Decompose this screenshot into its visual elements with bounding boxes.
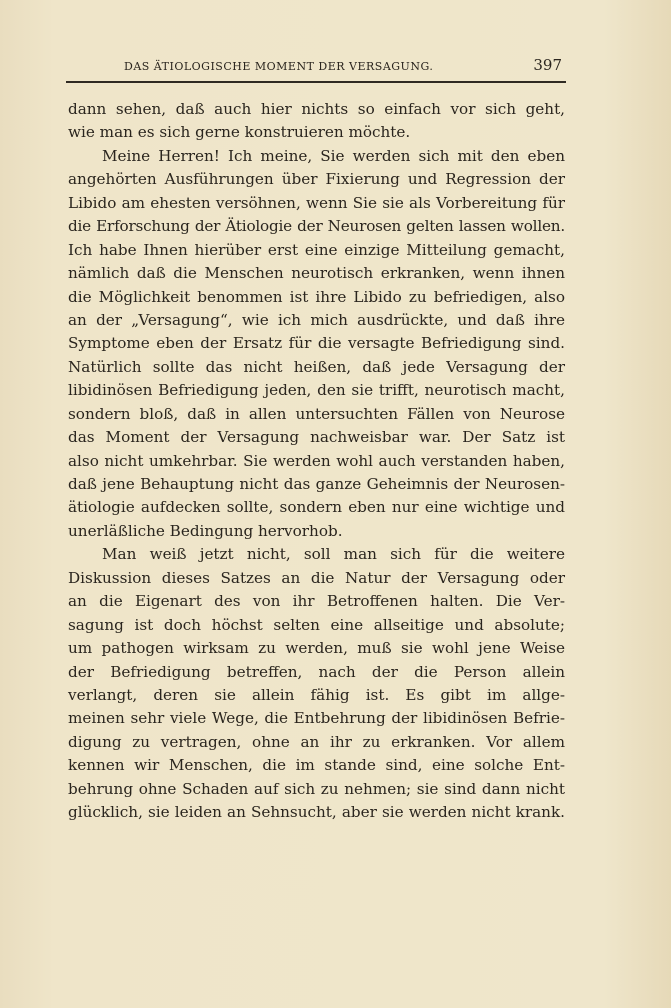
text-line: nämlich daß die Menschen neurotisch erkranken, wenn ihnen — [68, 264, 565, 283]
text-line: Ich habe Ihnen hierüber erst eine einzige Mitteilung gemacht, — [68, 240, 565, 259]
text-line: der Befriedigung betreffen, nach der die Person allein — [68, 662, 565, 681]
text-line: Libido am ehesten versöhnen, wenn Sie sie als Vorbereitung für — [68, 193, 565, 212]
text-line: kennen wir Menschen, die im stande sind, eine solche Ent- — [68, 756, 565, 775]
text-line: behrung ohne Schaden auf sich zu nehmen; sie sind dann nicht — [68, 779, 565, 798]
text-line: an der „Versagung“, wie ich mich ausdrückte, und daß ihre — [68, 310, 565, 329]
text-line: um pathogen wirksam zu werden, muß sie wohl jene Weise — [68, 639, 565, 658]
text-line: Symptome eben der Ersatz für die versagte Befriedigung sind. — [68, 334, 565, 353]
page-number: 397 — [533, 56, 562, 74]
text-line: libidinösen Befriedigung jeden, den sie trifft, neurotisch macht, — [68, 381, 565, 400]
text-line: also nicht umkehrbar. Sie werden wohl auch verstanden haben, — [68, 451, 565, 470]
text-line: sagung ist doch höchst selten eine allseitige und absolute; — [68, 615, 565, 634]
text-line: Natürlich sollte das nicht heißen, daß jede Versagung der — [68, 357, 565, 376]
text-line: die Erforschung der Ätiologie der Neurosen gelten lassen wollen. — [68, 217, 565, 236]
text-line: dann sehen, daß auch hier nichts so einfach vor sich geht, — [68, 100, 565, 118]
page-header — [66, 56, 566, 80]
text-line: ätiologie aufdecken sollte, sondern eben nur eine wichtige und — [68, 498, 565, 517]
body-text — [68, 98, 565, 825]
text-line: unerläßliche Bedingung hervorhob. — [68, 521, 343, 540]
text-line: digung zu vertragen, ohne an ihr zu erkranken. Vor allem — [68, 732, 565, 751]
text-line: Man weiß jetzt nicht, soll man sich für die weitere — [102, 545, 565, 564]
text-line: Meine Herren! Ich meine, Sie werden sich mit den eben — [102, 146, 565, 165]
text-line: verlangt, deren sie allein fähig ist. Es gibt im allge- — [68, 685, 565, 704]
text-line: die Möglichkeit benommen ist ihre Libido zu befriedigen, also — [68, 287, 565, 306]
text-line: sondern bloß, daß in allen untersuchten Fällen von Neurose — [68, 404, 565, 423]
header-rule — [66, 81, 566, 83]
text-line: das Moment der Versagung nachweisbar war. Der Satz ist — [68, 428, 565, 447]
text-line: glücklich, sie leiden an Sehnsucht, aber sie werden nicht krank. — [68, 803, 565, 822]
text-line: Diskussion dieses Satzes an die Natur der Versagung oder — [68, 568, 565, 587]
text-line: meinen sehr viele Wege, die Entbehrung der libidinösen Befrie- — [68, 709, 565, 728]
text-line: an die Eigenart des von ihr Betroffenen halten. Die Ver- — [68, 592, 565, 611]
text-line: angehörten Ausführungen über Fixierung und Regression der — [68, 170, 565, 189]
text-line: wie man es sich gerne konstruieren möchte. — [68, 123, 411, 142]
text-line: daß jene Behauptung nicht das ganze Geheimnis der Neurosen- — [68, 475, 565, 493]
running-head: DAS ÄTIOLOGISCHE MOMENT DER VERSAGUNG. — [124, 60, 434, 73]
